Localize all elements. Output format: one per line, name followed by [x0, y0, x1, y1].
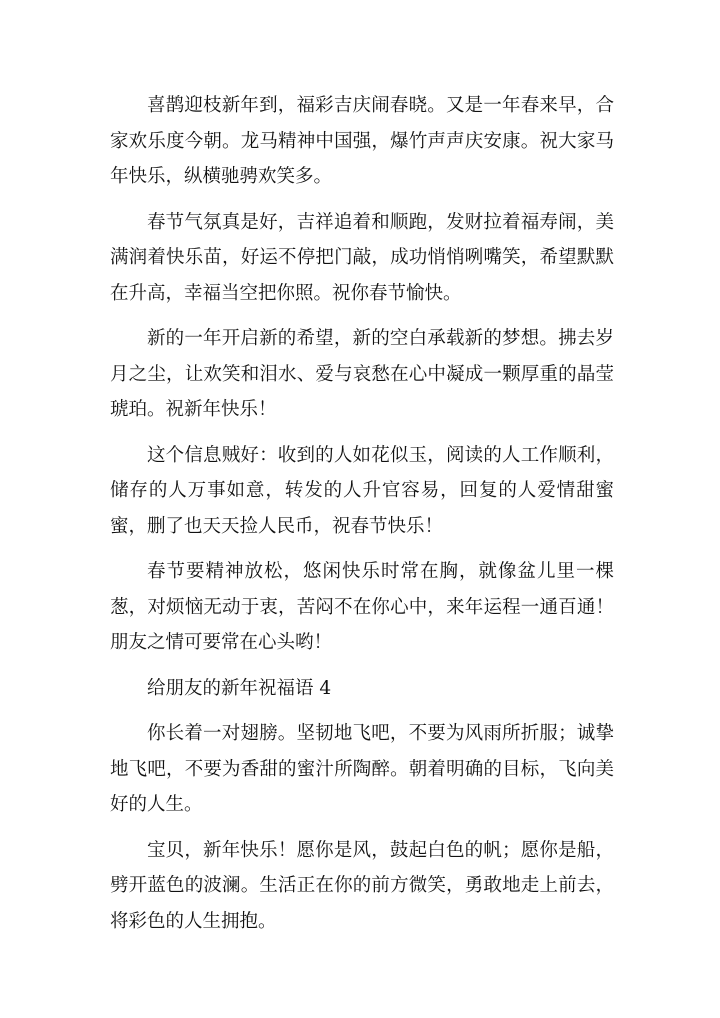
paragraph: 这个信息贼好：收到的人如花似玉，阅读的人工作顺利，储存的人万事如意，转发的人升官容易，回复的人爱情甜蜜蜜，删了也天天捡人民币，祝春节快乐！	[110, 444, 614, 537]
paragraph: 喜鹊迎枝新年到，福彩吉庆闹春晓。又是一年春来早，合家欢乐度今朝。龙马精神中国强，爆竹声声庆安康。祝大家马年快乐，纵横驰骋欢笑多。	[110, 95, 614, 187]
section-heading: 给朋友的新年祝福语 4	[147, 677, 332, 699]
paragraph: 春节要精神放松，悠闲快乐时常在胸，就像盆儿里一棵葱，对烦恼无动于衷，苦闷不在你心中，来年运程一通百通！朋友之情可要常在心头哟！	[110, 561, 614, 653]
paragraph: 春节气氛真是好，吉祥追着和顺跑，发财拉着福寿闹，美满润着快乐苗，好运不停把门敲，成功悄悄咧嘴笑，希望默默在升高，幸福当空把你照。祝你春节愉快。	[110, 211, 614, 304]
document-body	[110, 88, 614, 949]
paragraph: 你长着一对翅膀。坚韧地飞吧，不要为风雨所折服；诚挚地飞吧，不要为香甜的蜜汁所陶醉。朝着明确的目标，飞向美好的人生。	[110, 723, 614, 815]
paragraph: 宝贝，新年快乐！愿你是风，鼓起白色的帆；愿你是船，劈开蓝色的波澜。生活正在你的前方微笑，勇敢地走上前去，将彩色的人生拥抱。	[110, 839, 614, 932]
paragraph: 新的一年开启新的希望，新的空白承载新的梦想。拂去岁月之尘，让欢笑和泪水、爱与哀愁在心中凝成一颗厚重的晶莹琥珀。祝新年快乐！	[110, 328, 614, 420]
